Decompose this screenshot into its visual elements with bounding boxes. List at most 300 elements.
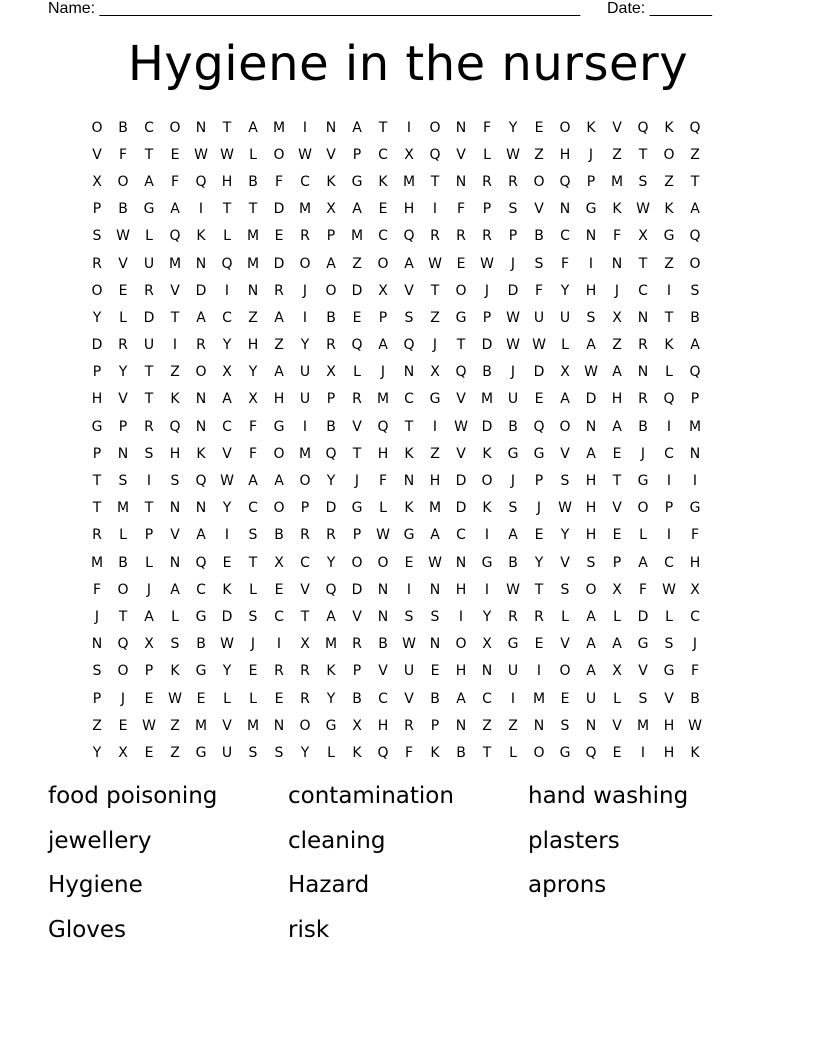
grid-letter: Q <box>195 473 207 490</box>
grid-letter: F <box>560 255 570 272</box>
grid-letter: N <box>455 554 467 571</box>
grid-letter: I <box>406 581 412 598</box>
grid-letter: O <box>91 282 103 299</box>
grid-letter: R <box>456 228 466 245</box>
grid-letter: H <box>247 337 259 354</box>
grid-letter: W <box>402 636 416 653</box>
grid-letter: J <box>484 282 490 299</box>
grid-letter: Y <box>248 364 258 381</box>
grid-letter: Q <box>169 418 181 435</box>
grid-letter: R <box>326 527 336 544</box>
grid-letter: K <box>170 663 180 680</box>
grid-letter: T <box>92 473 102 490</box>
grid-letter: N <box>533 717 545 734</box>
grid-letter: R <box>326 337 336 354</box>
grid-letter: X <box>690 581 700 598</box>
grid-letter: W <box>506 309 520 326</box>
grid-letter: W <box>220 636 234 653</box>
grid-letter: N <box>273 717 285 734</box>
grid-letter: V <box>560 554 570 571</box>
grid-letter: N <box>611 255 623 272</box>
grid-letter: T <box>430 282 440 299</box>
grid-letter: H <box>377 445 389 462</box>
grid-letter: Q <box>195 173 207 190</box>
word-list-item: risk <box>288 916 330 943</box>
grid-letter: L <box>223 228 231 245</box>
grid-letter: T <box>482 744 492 761</box>
grid-letter: V <box>404 690 414 707</box>
grid-letter: X <box>248 391 258 408</box>
grid-letter: I <box>588 255 594 272</box>
grid-letter: E <box>118 282 128 299</box>
grid-letter: V <box>560 636 570 653</box>
grid-letter: P <box>326 228 336 245</box>
grid-letter: A <box>586 636 596 653</box>
grid-letter: A <box>248 119 258 136</box>
grid-letter: U <box>585 690 597 707</box>
grid-letter: X <box>430 364 440 381</box>
grid-letter: G <box>195 663 207 680</box>
grid-letter: G <box>403 527 415 544</box>
grid-letter: Q <box>585 744 597 761</box>
grid-letter: P <box>352 146 362 163</box>
grid-letter: T <box>144 146 154 163</box>
grid-letter: V <box>612 119 622 136</box>
grid-letter: W <box>194 146 208 163</box>
grid-letter: O <box>429 119 441 136</box>
grid-letter: Q <box>637 119 649 136</box>
grid-letter: G <box>637 473 649 490</box>
word-list-item: aprons <box>528 872 607 898</box>
grid-letter: X <box>352 717 362 734</box>
grid-letter: K <box>482 445 492 462</box>
grid-letter: I <box>276 636 282 653</box>
grid-letter: E <box>560 690 570 707</box>
grid-letter: G <box>351 173 363 190</box>
grid-letter: X <box>326 201 336 218</box>
grid-letter: Z <box>690 146 700 163</box>
grid-letter: L <box>249 146 257 163</box>
grid-letter: Y <box>534 554 544 571</box>
grid-letter: I <box>484 581 490 598</box>
grid-letter: I <box>666 527 672 544</box>
word-list-item: Hygiene <box>48 872 143 898</box>
grid-letter: I <box>484 527 490 544</box>
grid-letter: M <box>298 201 312 218</box>
grid-letter: T <box>430 173 440 190</box>
grid-letter: J <box>380 364 386 381</box>
grid-letter: L <box>327 744 335 761</box>
grid-letter: A <box>586 445 596 462</box>
grid-letter: W <box>220 473 234 490</box>
grid-letter: W <box>558 500 572 517</box>
grid-letter: T <box>638 255 648 272</box>
grid-letter: E <box>534 391 544 408</box>
grid-letter: M <box>610 173 624 190</box>
grid-letter: E <box>612 744 622 761</box>
grid-letter: P <box>326 391 336 408</box>
grid-letter: H <box>585 500 597 517</box>
grid-letter: L <box>665 608 673 625</box>
grid-letter: Q <box>325 581 337 598</box>
grid-letter: O <box>663 146 675 163</box>
grid-letter: Q <box>403 337 415 354</box>
grid-letter: J <box>510 255 516 272</box>
grid-letter: L <box>145 228 153 245</box>
grid-letter: O <box>455 282 467 299</box>
grid-letter: T <box>404 418 414 435</box>
grid-letter: B <box>118 201 128 218</box>
grid-letter: E <box>352 309 362 326</box>
grid-letter: N <box>195 119 207 136</box>
grid-letter: Y <box>222 663 232 680</box>
grid-letter: R <box>638 391 648 408</box>
grid-letter: E <box>456 255 466 272</box>
grid-letter: N <box>377 581 389 598</box>
grid-letter: I <box>692 473 698 490</box>
grid-letter: N <box>429 581 441 598</box>
grid-letter: E <box>430 663 440 680</box>
grid-letter: B <box>118 119 128 136</box>
grid-letter: O <box>559 418 571 435</box>
grid-letter: T <box>92 500 102 517</box>
grid-letter: A <box>690 337 700 354</box>
grid-letter: V <box>170 527 180 544</box>
grid-letter: R <box>118 337 128 354</box>
grid-letter: A <box>196 527 206 544</box>
grid-letter: E <box>612 527 622 544</box>
grid-letter: L <box>639 527 647 544</box>
grid-letter: R <box>482 228 492 245</box>
grid-letter: T <box>352 445 362 462</box>
grid-letter: A <box>274 473 284 490</box>
grid-letter: S <box>560 717 570 734</box>
grid-letter: Z <box>534 146 544 163</box>
grid-letter: Q <box>221 255 233 272</box>
grid-letter: M <box>298 445 312 462</box>
grid-letter: Z <box>352 255 362 272</box>
grid-letter: N <box>481 663 493 680</box>
date-field-label: Date: _______ <box>607 0 712 17</box>
grid-letter: I <box>302 309 308 326</box>
grid-letter: S <box>144 445 154 462</box>
grid-letter: W <box>142 717 156 734</box>
grid-letter: B <box>508 554 518 571</box>
grid-letter: N <box>585 418 597 435</box>
grid-letter: V <box>664 690 674 707</box>
grid-letter: G <box>91 418 103 435</box>
grid-letter: W <box>688 717 702 734</box>
grid-letter: Y <box>560 282 570 299</box>
grid-letter: V <box>92 146 102 163</box>
grid-letter: X <box>404 146 414 163</box>
grid-letter: O <box>559 663 571 680</box>
grid-letter: A <box>144 173 154 190</box>
grid-letter: G <box>507 445 519 462</box>
grid-letter: U <box>143 337 155 354</box>
grid-letter: V <box>378 663 388 680</box>
grid-letter: K <box>482 500 492 517</box>
grid-letter: L <box>353 364 361 381</box>
grid-letter: A <box>326 608 336 625</box>
grid-letter: B <box>534 228 544 245</box>
grid-letter: S <box>664 636 674 653</box>
grid-letter: L <box>613 608 621 625</box>
grid-letter: B <box>638 418 648 435</box>
grid-letter: R <box>144 282 154 299</box>
grid-letter: G <box>637 636 649 653</box>
grid-letter: G <box>663 228 675 245</box>
grid-letter: B <box>690 309 700 326</box>
grid-letter: R <box>196 337 206 354</box>
grid-letter: M <box>636 717 650 734</box>
grid-letter: J <box>536 500 542 517</box>
grid-letter: H <box>585 282 597 299</box>
grid-letter: E <box>196 690 206 707</box>
grid-letter: Y <box>300 337 310 354</box>
grid-letter: G <box>689 500 701 517</box>
grid-letter: K <box>404 500 414 517</box>
grid-letter: R <box>92 527 102 544</box>
grid-letter: C <box>300 173 310 190</box>
grid-letter: I <box>302 418 308 435</box>
grid-letter: M <box>688 418 702 435</box>
grid-letter: J <box>692 636 698 653</box>
grid-letter: D <box>91 337 103 354</box>
grid-letter: D <box>221 608 233 625</box>
grid-letter: N <box>403 364 415 381</box>
grid-letter: F <box>612 228 622 245</box>
grid-letter: F <box>404 744 414 761</box>
grid-letter: Q <box>689 364 701 381</box>
grid-letter: K <box>612 201 622 218</box>
grid-letter: A <box>508 527 518 544</box>
grid-letter: F <box>378 473 388 490</box>
grid-letter: W <box>532 337 546 354</box>
grid-letter: F <box>92 581 102 598</box>
grid-letter: O <box>299 717 311 734</box>
grid-letter: J <box>432 337 438 354</box>
grid-letter: D <box>455 500 467 517</box>
grid-letter: O <box>689 255 701 272</box>
grid-letter: E <box>534 636 544 653</box>
grid-letter: G <box>273 418 285 435</box>
grid-letter: H <box>585 473 597 490</box>
grid-letter: S <box>404 309 414 326</box>
grid-letter: N <box>637 364 649 381</box>
grid-letter: P <box>352 527 362 544</box>
grid-letter: G <box>351 500 363 517</box>
grid-letter: J <box>120 690 126 707</box>
grid-letter: S <box>690 282 700 299</box>
page-title: Hygiene in the nursery <box>127 36 689 92</box>
grid-letter: Z <box>170 717 180 734</box>
grid-letter: Z <box>430 309 440 326</box>
grid-letter: C <box>690 608 700 625</box>
grid-letter: L <box>509 744 517 761</box>
grid-letter: O <box>91 119 103 136</box>
grid-letter: Z <box>508 717 518 734</box>
grid-letter: D <box>455 473 467 490</box>
grid-letter: W <box>480 255 494 272</box>
grid-letter: Q <box>195 554 207 571</box>
word-list-item: contamination <box>288 783 454 809</box>
grid-letter: X <box>612 663 622 680</box>
grid-letter: E <box>612 445 622 462</box>
grid-letter: T <box>222 201 232 218</box>
grid-letter: P <box>690 391 700 408</box>
grid-letter: K <box>352 744 362 761</box>
grid-letter: R <box>144 418 154 435</box>
grid-letter: A <box>638 554 648 571</box>
grid-letter: P <box>612 554 622 571</box>
grid-letter: O <box>377 255 389 272</box>
grid-letter: A <box>612 364 622 381</box>
grid-letter: X <box>300 636 310 653</box>
grid-letter: M <box>116 500 130 517</box>
grid-letter: N <box>195 255 207 272</box>
grid-letter: D <box>481 337 493 354</box>
grid-letter: S <box>638 690 648 707</box>
grid-letter: K <box>326 663 336 680</box>
grid-letter: W <box>506 146 520 163</box>
grid-letter: B <box>248 173 258 190</box>
grid-letter: R <box>92 255 102 272</box>
grid-letter: C <box>248 500 258 517</box>
grid-letter: Q <box>533 418 545 435</box>
grid-letter: U <box>507 391 519 408</box>
grid-letter: F <box>118 146 128 163</box>
grid-letter: T <box>690 173 700 190</box>
grid-letter: O <box>559 119 571 136</box>
grid-letter: B <box>118 554 128 571</box>
grid-letter: Q <box>455 364 467 381</box>
grid-letter: Q <box>169 228 181 245</box>
grid-letter: U <box>403 663 415 680</box>
grid-letter: I <box>458 608 464 625</box>
grid-letter: W <box>168 690 182 707</box>
grid-letter: W <box>298 146 312 163</box>
grid-letter: S <box>170 473 180 490</box>
grid-letter: V <box>222 445 232 462</box>
grid-letter: Q <box>325 445 337 462</box>
grid-letter: B <box>430 690 440 707</box>
grid-letter: I <box>432 201 438 218</box>
grid-letter: V <box>560 445 570 462</box>
grid-letter: B <box>326 418 336 435</box>
grid-letter: G <box>559 744 571 761</box>
grid-letter: G <box>195 744 207 761</box>
grid-letter: K <box>404 445 414 462</box>
grid-letter: L <box>223 690 231 707</box>
grid-letter: W <box>454 418 468 435</box>
grid-letter: U <box>507 663 519 680</box>
grid-letter: D <box>195 282 207 299</box>
grid-letter: T <box>456 337 466 354</box>
grid-letter: S <box>248 608 258 625</box>
grid-letter: C <box>664 445 674 462</box>
grid-letter: D <box>533 364 545 381</box>
grid-letter: X <box>612 581 622 598</box>
grid-letter: C <box>560 228 570 245</box>
grid-letter: M <box>428 500 442 517</box>
grid-letter: O <box>273 146 285 163</box>
grid-letter: B <box>508 418 518 435</box>
grid-letter: I <box>146 473 152 490</box>
grid-letter: E <box>118 717 128 734</box>
grid-letter: C <box>378 228 388 245</box>
grid-letter: O <box>585 581 597 598</box>
grid-letter: O <box>195 364 207 381</box>
grid-letter: G <box>663 663 675 680</box>
grid-letter: X <box>326 364 336 381</box>
grid-letter: X <box>612 309 622 326</box>
grid-letter: K <box>664 337 674 354</box>
grid-letter: S <box>92 663 102 680</box>
grid-letter: N <box>169 500 181 517</box>
grid-letter: O <box>299 255 311 272</box>
grid-letter: Z <box>248 309 258 326</box>
grid-letter: H <box>559 146 571 163</box>
grid-letter: M <box>402 173 416 190</box>
grid-letter: H <box>611 391 623 408</box>
word-list-item: plasters <box>528 827 620 854</box>
grid-letter: D <box>351 581 363 598</box>
grid-letter: O <box>117 173 129 190</box>
grid-letter: N <box>403 473 415 490</box>
grid-letter: I <box>432 418 438 435</box>
grid-letter: Q <box>377 418 389 435</box>
grid-letter: I <box>666 418 672 435</box>
grid-letter: Z <box>482 717 492 734</box>
grid-letter: H <box>585 527 597 544</box>
grid-letter: Z <box>664 255 674 272</box>
grid-letter: O <box>637 500 649 517</box>
grid-letter: R <box>534 608 544 625</box>
grid-letter: A <box>170 201 180 218</box>
grid-letter: P <box>482 309 492 326</box>
grid-letter: E <box>534 527 544 544</box>
grid-letter: W <box>584 364 598 381</box>
grid-letter: G <box>481 554 493 571</box>
grid-letter: D <box>325 500 337 517</box>
grid-letter: K <box>196 445 206 462</box>
grid-letter: A <box>144 608 154 625</box>
grid-letter: F <box>482 119 492 136</box>
grid-letter: R <box>404 717 414 734</box>
grid-letter: V <box>118 391 128 408</box>
grid-letter: T <box>144 391 154 408</box>
grid-letter: Y <box>326 690 336 707</box>
grid-letter: O <box>273 500 285 517</box>
grid-letter: S <box>508 201 518 218</box>
grid-letter: S <box>118 473 128 490</box>
grid-letter: Y <box>92 309 102 326</box>
grid-letter: T <box>248 554 258 571</box>
grid-letter: I <box>666 282 672 299</box>
grid-letter: X <box>118 744 128 761</box>
grid-letter: L <box>171 608 179 625</box>
grid-letter: K <box>690 744 700 761</box>
grid-letter: N <box>429 636 441 653</box>
grid-letter: Z <box>274 337 284 354</box>
grid-letter: M <box>324 636 338 653</box>
grid-letter: F <box>170 173 180 190</box>
grid-letter: Y <box>92 744 102 761</box>
grid-letter: L <box>249 690 257 707</box>
grid-letter: T <box>664 309 674 326</box>
grid-letter: W <box>636 201 650 218</box>
